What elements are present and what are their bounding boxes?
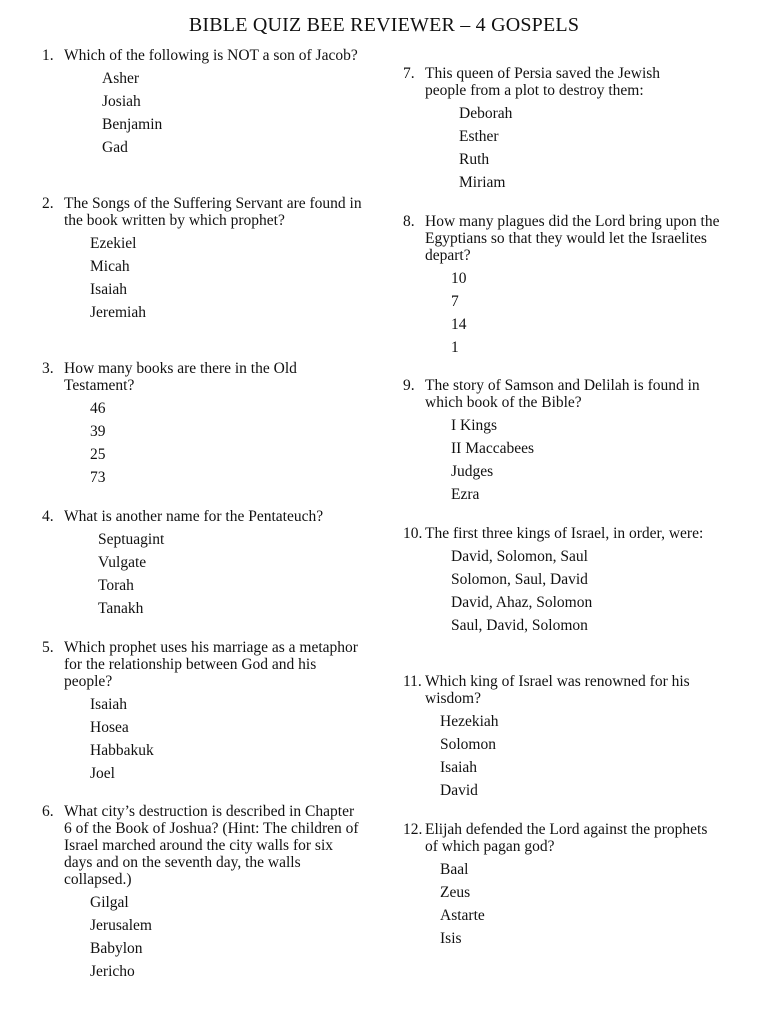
answer-option: Habbakuk [90, 742, 154, 759]
answer-option: 25 [90, 446, 106, 463]
question-text: Elijah defended the Lord against the prophets of which pagan god? [425, 821, 708, 855]
question-9 [403, 377, 725, 509]
answer-option: Benjamin [102, 116, 163, 133]
answer-option: Ezekiel [90, 235, 137, 252]
question-1 [42, 47, 374, 162]
question-11 [403, 673, 745, 805]
answer-options [403, 713, 745, 805]
question-text: The Songs of the Suffering Servant are found in the book written by which prophet? [64, 195, 362, 229]
question-number: 8. [403, 213, 415, 230]
question-6 [42, 803, 364, 986]
question-text: What city’s destruction is described in Chapter 6 of the Book of Joshua? (Hint: The children of Israel marched around the city walls for six days and on the seventh day, the walls collapsed.) [64, 803, 359, 888]
answer-option: Hezekiah [440, 713, 499, 730]
answer-option: David, Solomon, Saul [451, 548, 588, 565]
question-number: 12. [403, 821, 423, 838]
answer-options [403, 548, 720, 640]
answer-option: David, Ahaz, Solomon [451, 594, 593, 611]
answer-options [42, 531, 384, 623]
answer-options [42, 235, 364, 327]
question-12 [403, 821, 715, 953]
answer-options [42, 70, 374, 162]
answer-option: 46 [90, 400, 106, 417]
answer-option: Ruth [459, 151, 490, 168]
answer-option: Solomon, Saul, David [451, 571, 588, 588]
answer-option: Saul, David, Solomon [451, 617, 588, 634]
answer-option: 7 [451, 293, 459, 310]
question-number: 9. [403, 377, 415, 394]
question-10 [403, 525, 720, 640]
answer-option: 10 [451, 270, 467, 287]
answer-option: 39 [90, 423, 106, 440]
answer-options [42, 696, 364, 788]
answer-option: Isaiah [440, 759, 478, 776]
question-text: What is another name for the Pentateuch? [64, 508, 324, 525]
page-title: BIBLE QUIZ BEE REVIEWER – 4 GOSPELS [188, 14, 580, 36]
answer-option: Gad [102, 139, 128, 156]
question-7 [403, 65, 695, 197]
answer-option: II Maccabees [451, 440, 535, 457]
question-number: 2. [42, 195, 54, 212]
answer-options [403, 270, 735, 362]
answer-option: I Kings [451, 417, 498, 434]
answer-option: Isis [440, 930, 462, 947]
answer-option: 14 [451, 316, 467, 333]
answer-option: Babylon [90, 940, 143, 957]
answer-option: Baal [440, 861, 469, 878]
question-4 [42, 508, 384, 623]
answer-options [403, 417, 725, 509]
answer-option: 73 [90, 469, 106, 486]
question-text: How many plagues did the Lord bring upon the Egyptians so that they would let the Israelites depart? [425, 213, 720, 264]
answer-option: Hosea [90, 719, 129, 736]
question-text: Which of the following is NOT a son of Jacob? [64, 47, 358, 64]
answer-option: Miriam [459, 174, 506, 191]
answer-option: Asher [102, 70, 140, 87]
question-number: 3. [42, 360, 54, 377]
answer-option: 1 [451, 339, 459, 356]
answer-option: Isaiah [90, 281, 128, 298]
answer-option: Jericho [90, 963, 135, 980]
answer-option: Jeremiah [90, 304, 146, 321]
question-text: Which prophet uses his marriage as a metaphor for the relationship between God and his people? [64, 639, 358, 690]
question-number: 1. [42, 47, 54, 64]
answer-option: Isaiah [90, 696, 128, 713]
question-text: Which king of Israel was renowned for his wisdom? [425, 673, 690, 707]
answer-option: Josiah [102, 93, 141, 110]
answer-option: Micah [90, 258, 130, 275]
question-number: 7. [403, 65, 415, 82]
answer-option: Gilgal [90, 894, 129, 911]
answer-option: Septuagint [98, 531, 165, 548]
answer-option: Judges [451, 463, 494, 480]
question-number: 6. [42, 803, 54, 820]
answer-option: Solomon [440, 736, 496, 753]
question-text: The story of Samson and Delilah is found in which book of the Bible? [425, 377, 700, 411]
answer-option: Vulgate [98, 554, 147, 571]
question-number: 10. [403, 525, 423, 542]
question-text: How many books are there in the Old Testament? [64, 360, 297, 394]
question-text: This queen of Persia saved the Jewish people from a plot to destroy them: [425, 65, 661, 99]
answer-options [403, 105, 695, 197]
question-5 [42, 639, 364, 788]
answer-option: Joel [90, 765, 115, 782]
answer-option: Zeus [440, 884, 471, 901]
answer-option: Astarte [440, 907, 485, 924]
question-number: 4. [42, 508, 54, 525]
answer-option: David [440, 782, 478, 799]
question-text: The first three kings of Israel, in order, were: [425, 525, 704, 542]
answer-option: Tanakh [98, 600, 144, 617]
answer-options [42, 400, 364, 492]
answer-options [42, 894, 364, 986]
question-3 [42, 360, 364, 492]
question-2 [42, 195, 364, 327]
answer-option: Esther [459, 128, 499, 145]
answer-options [403, 861, 715, 953]
answer-option: Deborah [459, 105, 513, 122]
question-number: 5. [42, 639, 54, 656]
answer-option: Torah [98, 577, 134, 594]
answer-option: Ezra [451, 486, 480, 503]
answer-option: Jerusalem [90, 917, 152, 934]
question-8 [403, 213, 735, 362]
question-number: 11. [403, 673, 422, 690]
